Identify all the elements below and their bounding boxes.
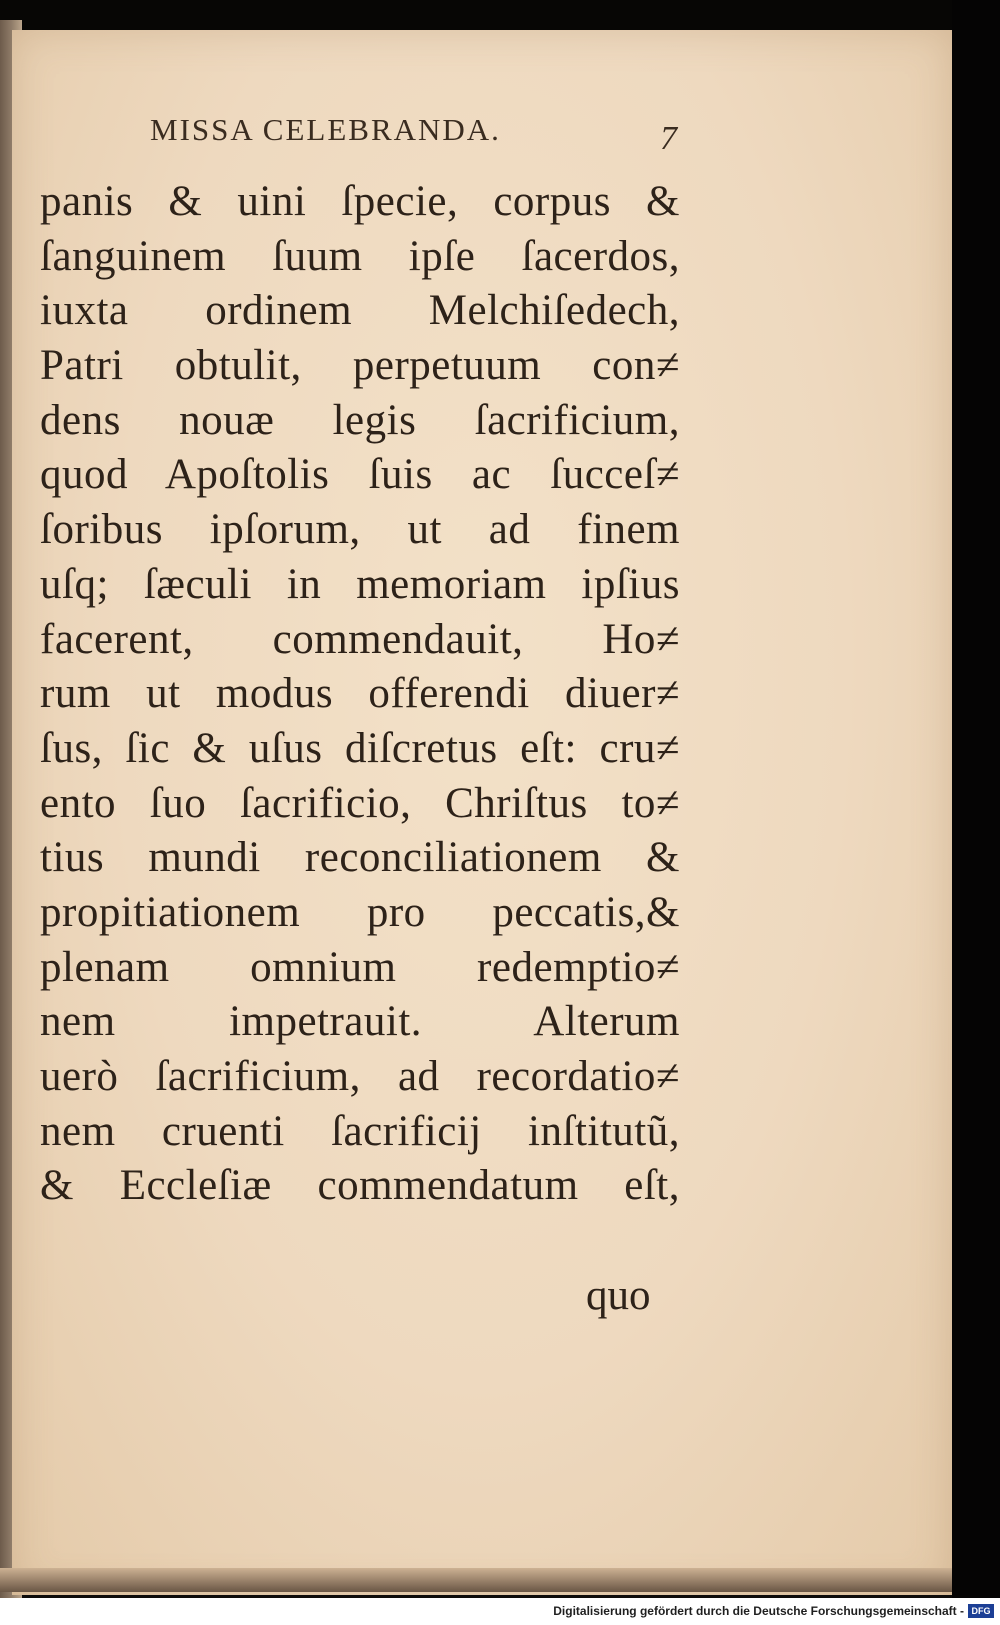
text-line: ſus, ſic & uſus diſcretus eſt: cru≠: [40, 724, 680, 772]
text-line: uerò ſacrificium, ad recordatio≠: [40, 1053, 680, 1100]
text-line: iuxta ordinem Melchiſedech,: [40, 287, 680, 335]
text-line: facerent, commendauit, Ho≠: [40, 615, 680, 663]
text-line: nem cruenti ſacrificij inſtitutũ,: [40, 1107, 680, 1155]
text-line: quod Apoſtolis ſuis ac ſucceſ≠: [40, 451, 680, 499]
text-line: rum ut modus offerendi diuer≠: [40, 670, 680, 718]
scan-frame-top: [0, 0, 1000, 34]
body-text: [40, 175, 680, 1214]
text-line: panis & uini ſpecie, corpus &: [40, 178, 680, 225]
text-line: propitiationem pro peccatis,&: [40, 888, 680, 936]
text-line: ſoribus ipſorum, ut ad finem: [40, 506, 680, 554]
catchword: quo: [586, 1272, 651, 1319]
running-head: MISSA CELEBRANDA.: [150, 112, 501, 147]
text-line: & Eccleſiæ commendatum eſt,: [40, 1162, 680, 1210]
text-line: dens nouæ legis ſacrificium,: [40, 396, 680, 444]
text-line: tius mundi reconciliationem &: [40, 834, 680, 882]
page-number: 7: [660, 120, 677, 157]
text-line: ento ſuo ſacrificio, Chriſtus to≠: [40, 779, 680, 827]
dfg-logo-icon: DFG: [968, 1604, 994, 1618]
page-bottom-edge: [0, 1568, 990, 1592]
text-line: plenam omnium redemptio≠: [40, 943, 680, 991]
text-line: uſq; ſæculi in memoriam ipſius: [40, 560, 680, 608]
scan-frame-right: [952, 0, 1000, 1625]
text-line: ſanguinem ſuum ipſe ſacerdos,: [40, 232, 680, 280]
digitization-credit: Digitalisierung gefördert durch die Deutsche Forschungsgemeinschaft -: [553, 1604, 964, 1618]
text-line: Patri obtulit, perpetuum con≠: [40, 342, 680, 390]
text-line: nem impetrauit. Alterum: [40, 998, 680, 1046]
